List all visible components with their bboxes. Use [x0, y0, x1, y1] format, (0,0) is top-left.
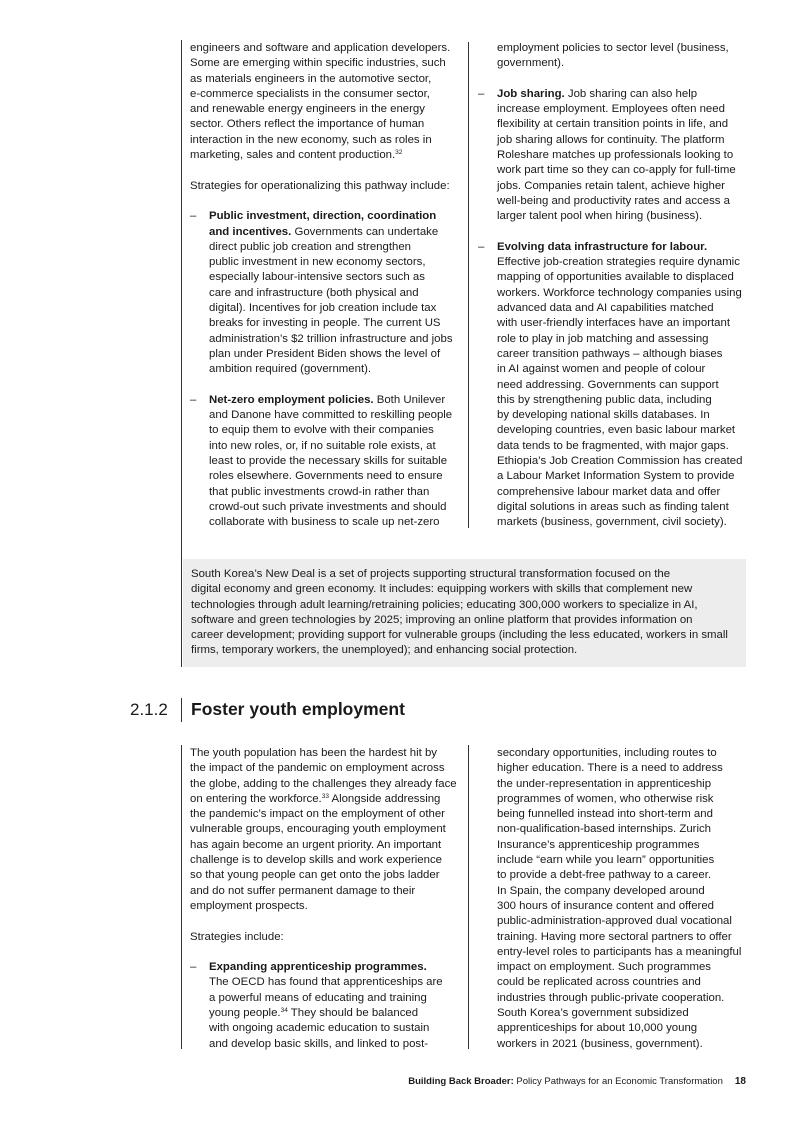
section-number: 2.1.2 [130, 700, 168, 719]
text-line: roles elsewhere. Governments need to ensure [209, 470, 443, 483]
text-line: a Labour Market Information System to provide [497, 470, 735, 483]
page-footer [408, 1076, 746, 1088]
text-line: impact on employment. Such programmes [497, 961, 711, 974]
footer-title-bold: Building Back Broader: [408, 1076, 514, 1087]
dash-marker: – [478, 87, 485, 100]
section-rule [181, 698, 182, 722]
top-left-column [190, 41, 462, 531]
text-line: role to play in job matching and assessing [497, 332, 709, 345]
bullet-data-infrastructure [478, 240, 748, 531]
text-line: Public investment, direction, coordination [209, 210, 437, 223]
text-line: collaborate with business to scale up net-zero [209, 516, 440, 529]
text-line: include “earn while you learn” opportunities [497, 854, 715, 867]
column-divider-top [468, 42, 469, 528]
text-line: this by strengthening public data, including [497, 393, 712, 406]
page-number: 18 [734, 1076, 746, 1087]
text-line: markets (business, government, civil society). [497, 516, 727, 529]
text-line: job sharing allows for continuity. The platform [497, 133, 725, 146]
text-line: Effective job-creation strategies require dynamic [497, 256, 740, 269]
bullet-net-zero [190, 393, 462, 531]
text-line: public investment in new economy sectors, [209, 256, 426, 269]
text-line: digital solutions in areas such as finding talent [497, 500, 729, 513]
text-line: In Spain, the company developed around [497, 884, 705, 897]
text-line: with user-friendly interfaces have an important [497, 317, 730, 330]
text-line: that public investments crowd-in rather than [209, 485, 430, 498]
footnote-ref-32: 32 [395, 149, 403, 157]
text-line: need addressing. Governments can support [497, 378, 719, 391]
left-margin-rule-top [181, 40, 182, 667]
text-line: programmes of women, who otherwise risk [497, 792, 714, 805]
text-line: South Korea’s government subsidized [497, 1007, 689, 1020]
text-line: to provide a debt-free pathway to a career. [497, 869, 712, 882]
section-title: Foster youth employment [191, 699, 405, 719]
apprenticeship-continued-text [497, 746, 749, 1052]
text-line: mapping of opportunities available to displaced [497, 271, 734, 284]
text-line: Roleshare matches up professionals looking to [497, 149, 734, 162]
text-line: care and infrastructure (both physical and [209, 286, 419, 299]
text-line: advanced data and AI capabilities matched [497, 302, 714, 315]
strategies-intro: Strategies for operationalizing this pathway include: [190, 179, 450, 192]
text-line: digital). Incentives for job creation include tax [209, 302, 437, 315]
youth-intro-paragraph: The youth population has been the hardest hit by the impact of the pandemic on employment across the globe, adding to the challenges they already face on entering the workforce.$^{33}$ Alongside addressing the pandemic’s impact on the employment of other vulnerable groups, encouraging youth employment has again become an urgent priority. An important challenge is to develop skills and work experience so that young people can get onto the jobs ladder and do not suffer permanent damage to their employment prospects. [190, 747, 457, 912]
text-line: plan under President Biden shows the level of [209, 347, 441, 360]
youth-strategies-intro: Strategies include: [190, 930, 284, 943]
text-line: public-administration-approved dual vocational [497, 915, 732, 928]
text-line: especially labour-intensive sectors such as [209, 271, 425, 284]
top-right-column [478, 41, 748, 531]
footer-title-rest: Policy Pathways for an Economic Transformation [513, 1076, 723, 1087]
text-line: Job sharing. Job sharing can also help [497, 87, 698, 100]
text-line: comprehensive labour market data and offer [497, 485, 721, 498]
text-line: higher education. There is a need to address [497, 762, 723, 775]
text-line: secondary opportunities, including routes to [497, 747, 717, 759]
text-line: flexibility at certain transition points in life, and [497, 118, 729, 131]
text-line: to equip them to evolve with their companies [209, 424, 434, 437]
text-line: being funnelled instead into short-term and [497, 808, 713, 821]
text-line: into new roles, or, if no suitable role exists, at [209, 439, 436, 452]
text-line: crowd-out such private investments and should [209, 500, 447, 513]
text-line: Ethiopia’s Job Creation Commission has created [497, 455, 743, 468]
text-line: ambition required (government). [209, 363, 372, 376]
text-line: increase employment. Employees often need [497, 103, 725, 116]
text-line: non-qualification-based internships. Zurich [497, 823, 712, 836]
text-line: jobs. Companies retain talent, achieve higher [497, 179, 725, 192]
text-line: the under-representation in apprenticeship [497, 777, 712, 790]
text-line: career transition pathways – although biases [497, 347, 723, 360]
text-line: apprenticeships for about 10,000 young [497, 1022, 698, 1035]
text-line: administration’s $2 trillion infrastructure and jobs [209, 332, 453, 345]
case-box-text: South Korea’s New Deal is a set of projects supporting structural transformation focused on the digital economy and green economy. It includes: equipping workers with skills that complement new technologies through adult learning/retraining policies; educating 300,000 workers to specialize in AI, software and green technologies by 2025; improving an online platform that provides information on career development; providing support for vulnerable groups (including the less educated, workers in small firms, temporary workers, the unemployed); and enhancing social protection. [191, 568, 728, 657]
intro-paragraph: engineers and software and application developers. Some are emerging within specific industries, such as materials engineers in the automotive sector, e-commerce specialists in the consumer sector, and renewable energy engineers in the energy sector. Others reflect the importance of human interaction in the new economy, such as roles in marketing, sales and content production.$^{32}$ [190, 42, 451, 162]
text-line: Net-zero employment policies. Both Unilever [209, 393, 446, 406]
text-line: work part time so they can co-apply for full-time [497, 164, 736, 177]
dash-marker: – [190, 210, 197, 223]
text-line: workers in 2021 (business, government). [497, 1037, 703, 1050]
text-line: in AI against women and people of colour [497, 363, 706, 376]
text-line: and incentives. Governments can undertake [209, 225, 439, 238]
text-line: Insurance’s apprenticeship programmes [497, 838, 700, 851]
text-line: Evolving data infrastructure for labour. [497, 240, 708, 253]
text-line: data tends to be fragmented, with major gaps. [497, 439, 729, 452]
dash-marker: – [478, 240, 485, 253]
text-line: and Danone have committed to reskilling people [209, 409, 453, 422]
bullet-apprenticeship: – Expanding apprenticeship programmes. The OECD has found that apprenticeships are a powerful means of educating and training young people.$^{34}$ They should be balanced with ongoing academic education to sustain and develop basic skills, and linked to post- [190, 961, 443, 1050]
text-line: could be replicated across countries and [497, 976, 701, 989]
dash-marker: – [190, 961, 197, 974]
column-divider-bottom [468, 745, 469, 1049]
bottom-right-column [497, 746, 749, 1052]
text-line: training. Having more sectoral partners to offer [497, 930, 732, 943]
text-line: entry-level roles to participants has a meaningful [497, 945, 742, 958]
text-line: larger talent pool when hiring (business). [497, 210, 703, 223]
footnote-ref-33: 33 [321, 792, 329, 800]
text-line: direct public job creation and strengthen [209, 240, 411, 253]
dash-marker: – [190, 393, 197, 406]
text-line: by developing national skills databases. In [497, 409, 710, 422]
footnote-ref-34: 34 [280, 1007, 288, 1015]
text-line: industries through public-private cooperation. [497, 991, 725, 1004]
text-line: well-being and productivity rates and access a [497, 194, 731, 207]
left-margin-rule-bottom [181, 745, 182, 1049]
text-line: 300 hours of insurance content and offered [497, 899, 715, 912]
text-line: developing countries, even basic labour market [497, 424, 736, 437]
south-korea-case-box [183, 559, 746, 667]
bullet-job-sharing [478, 87, 748, 225]
text-line: workers. Workforce technology companies using [497, 286, 742, 299]
text-line: breaks for investing in people. The current US [209, 317, 441, 330]
text-line: least to provide the necessary skills for suitable [209, 455, 448, 468]
bottom-left-column [190, 746, 462, 1052]
continued-text: employment policies to sector level (business, government). [497, 42, 729, 70]
bullet-public-investment [190, 209, 462, 377]
